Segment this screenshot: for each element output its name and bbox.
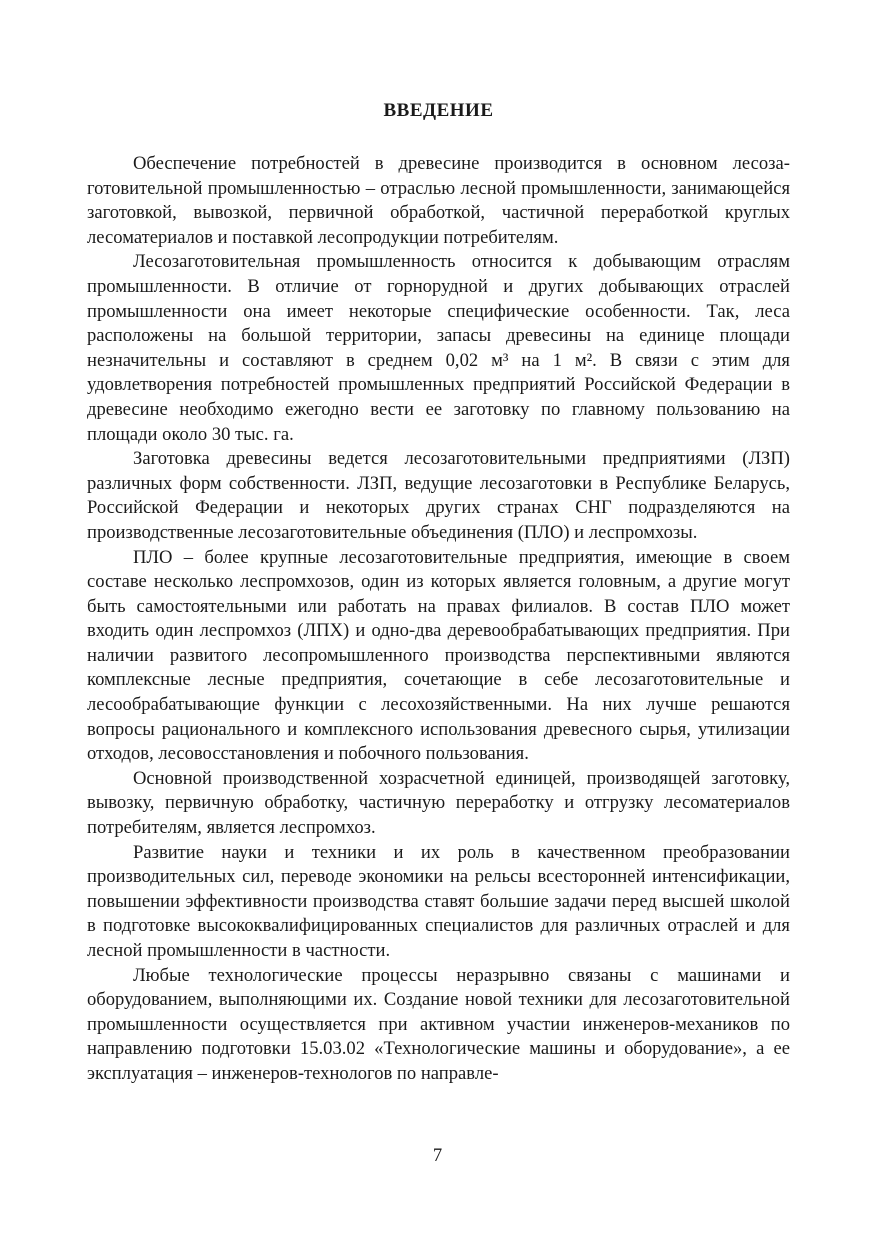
page-title: ВВЕДЕНИЕ xyxy=(383,100,494,121)
page-body xyxy=(87,96,790,1087)
paragraph: Развитие науки и техники и их роль в качественном преобразовании производительных сил, переводе экономики на рельсы всесторонней интенсификации, повышении эффективности производства ставят большие задачи перед высшей школой в подготовке высококвалифицированных специалистов для различных отраслей и для лесной промышленности в частности. xyxy=(87,841,790,961)
paragraph: Заготовка древесины ведется лесозаготовительными предприятиями (ЛЗП) различных форм собственности. ЛЗП, ведущие лесозаготовки в Республике Беларусь, Российской Федерации и некоторых других странах СНГ подразделяются на производственные лесозаготовительные объединения (ПЛО) и леспромхозы. xyxy=(87,448,790,543)
paragraph: Лесозаготовительная промышленность относится к добывающим отраслям промышленности. В отличие от горнорудной и других добывающих отраслей промышленности она имеет некоторые специфические особенности. Так, леса расположены на большой территории, запасы древесины на единице площади незначительны и составляют в среднем 0,02 м³ на 1 м². В связи с этим для удовлетворения потребностей промышленных предприятий Российской Федерации в древесине необходимо ежегодно вести ее заготовку по главному пользованию на площади около 30 тыс. га. xyxy=(87,251,790,445)
paragraph: ПЛО – более крупные лесозаготовительные предприятия, имеющие в своем составе несколько леспромхозов, один из которых является головным, а другие могут быть самостоятельными или работать на правах филиалов. В состав ПЛО может входить один леспромхоз (ЛПХ) и одно-два деревообрабатывающих предприятия. При наличии развитого лесопромышленного производства перспективными являются комплексные лесные предприятия, сочетающие в себе лесозаготовительные и лесообрабатывающие функции с лесохозяйственными. На них лучше решаются вопросы рационального и комплексного использования древесного сырья, утилизации отходов, лесовосстановления и побочного пользования. xyxy=(87,546,790,765)
paragraph-last: Любые технологические процессы неразрывно связаны с машинами и оборудованием, выполняющими их. Создание новой техники для лесозаготовительной промышленности осуществляется при активном участии инженеров-механиков по направлению подготовки 15.03.02 «Технологические машины и оборудование», а ее эксплуатация – инженеров-технологов по направле- xyxy=(87,964,790,1084)
page-number: 7 xyxy=(432,1145,443,1166)
paragraph: Обеспечение потребностей в древесине производится в основном лесозаготовительной промышленностью – отраслью лесной промышленности, занимающейся заготовкой, вывозкой, первичной обработкой, частичной переработкой круглых лесоматериалов и поставкой лесопродукции потребителям. xyxy=(87,153,790,248)
paragraph: Основной производственной хозрасчетной единицей, производящей заготовку, вывозку, первичную обработку, частичную переработку и отгрузку лесоматериалов потребителям, является леспромхоз. xyxy=(87,767,790,839)
